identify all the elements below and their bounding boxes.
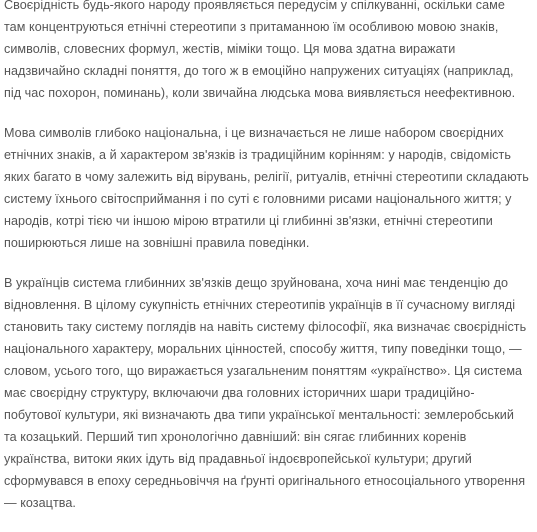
text-line: етнічних знаків, а й характером зв'язків із традиційним корінням: у народів, свідомість (4, 148, 511, 162)
paragraph-1 (4, 0, 533, 104)
text-line: становить таку систему поглядів на навіть систему філософії, яка визначає своєрідність (4, 320, 527, 334)
text-line: В українців система глибинних зв'язків дещо зруйнована, хоча нині має тенденцію до (4, 276, 509, 290)
text-line: відновлення. В цілому сукупність етнічних стереотипів українців в її сучасному вигляді (4, 298, 516, 312)
text-line: українства, витоки яких ідуть від прадавньої індоєвропейської культури; другий (4, 452, 472, 466)
text-line: Мова символів глибоко національна, і це визначається не лише набором своєрідних (4, 126, 504, 140)
text-line: надзвичайно складні поняття, до того ж в емоційно напружених ситуаціях (наприклад, (4, 64, 514, 78)
text-line: поширюються лише на зовнішні правила поведінки. (4, 236, 310, 250)
text-line: має своєрідну структуру, включаючи два головних історичних шари традиційно- (4, 386, 475, 400)
text-line: — козацтва. (4, 496, 76, 510)
text-line: сформувався в епоху середньовіччя на ґрунті оригінального етносоціального утворення (4, 474, 526, 488)
text-line: та козацький. Перший тип хронологічно давніший: він сягає глибинних коренів (4, 430, 467, 444)
text-line: побутової культури, які визначають два типи української ментальності: землеробський (4, 408, 514, 422)
paragraph-2 (4, 122, 533, 254)
text-line: під час похорон, поминань), коли звичайна людська мова виявляється неефективною. (4, 86, 516, 100)
article-body (4, 0, 533, 532)
text-line: систему їхнього світосприймання і по суті є головними рисами національного життя; у (4, 192, 512, 206)
text-line: яких багато в чому залежить від вірувань, релігії, ритуалів, етнічні стереотипи складають (4, 170, 529, 184)
paragraph-3 (4, 272, 533, 514)
text-line: народів, котрі тією чи іншою мірою втратили ці глибинні зв'язки, етнічні стереотипи (4, 214, 493, 228)
text-line: там концентруються етнічні стереотипи з притаманною їм особливою мовою знаків, (4, 20, 499, 34)
text-line: національного характеру, моральних цінностей, способу життя, типу поведінки тощо, — (4, 342, 522, 356)
text-line: Своєрідність будь-якого народу проявляється передусім у спілкуванні, оскільки саме (4, 0, 505, 12)
text-line: словом, усього того, що виражається узагальненим поняттям «українство». Ця система (4, 364, 523, 378)
text-line: символів, словесних формул, жестів, міміки тощо. Ця мова здатна виражати (4, 42, 456, 56)
